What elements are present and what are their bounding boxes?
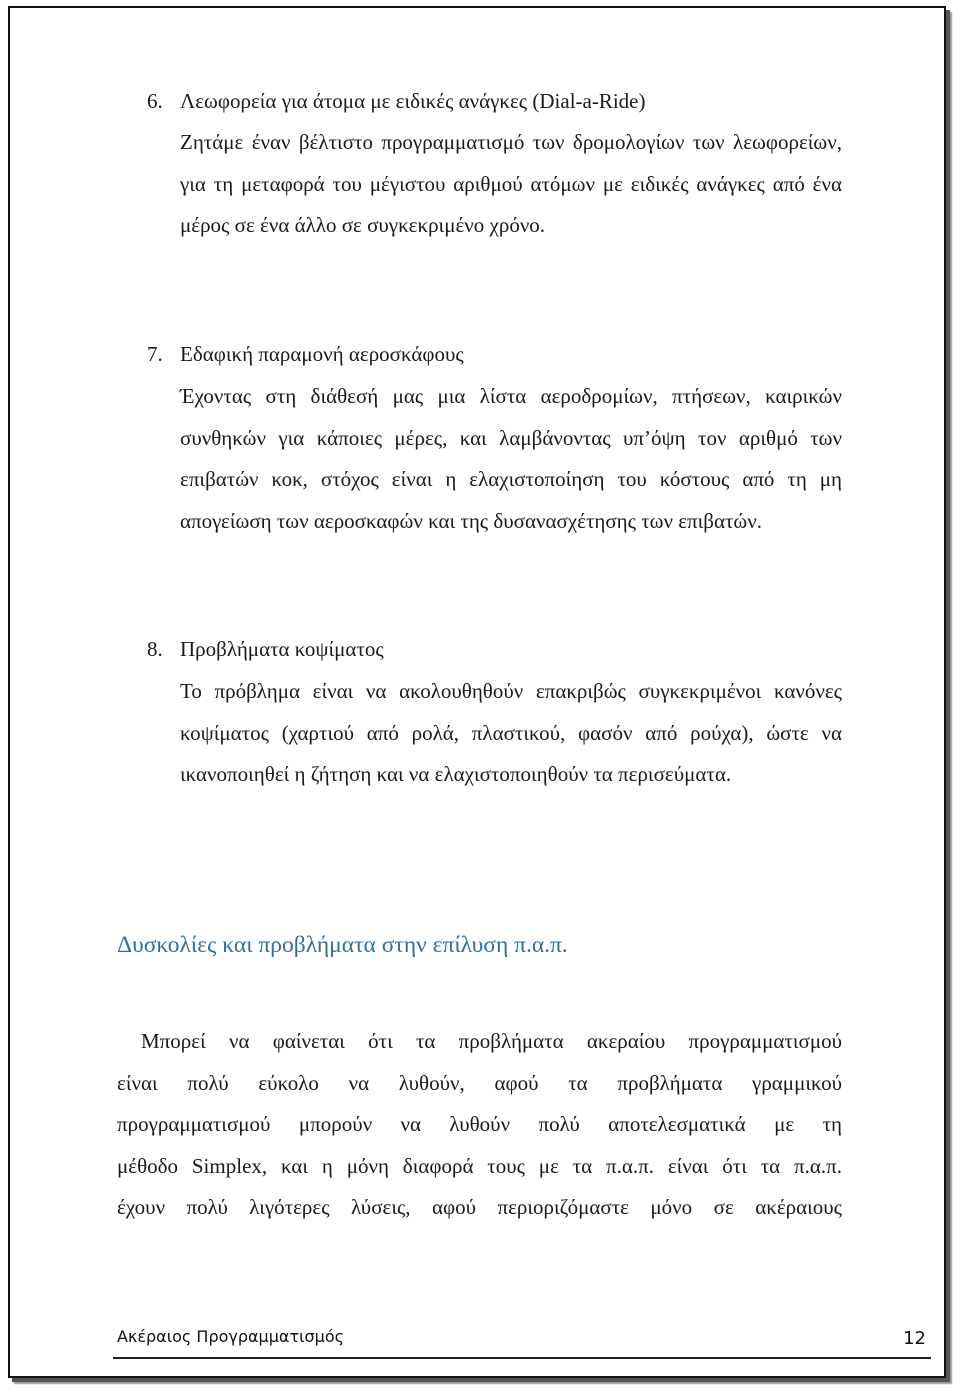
footer-title: Ακέραιος Προγραμματισμός [117, 1327, 345, 1346]
list-item-number: 7. [147, 342, 163, 366]
list-item-title [147, 88, 646, 114]
list-item-heading: Λεωφορεία για άτομα με ειδικές ανάγκες (Dial-a-Ride) [180, 89, 646, 113]
section-heading: Δυσκολίες και προβλήματα στην επίλυση π.α.π. [117, 932, 568, 958]
list-item-number: 6. [147, 89, 163, 113]
list-item-title [147, 341, 464, 367]
paragraph-line: Μπορεί να φαίνεται ότι τα προβλήματα ακεραίου προγραμματισμού [141, 1029, 842, 1053]
paragraph-line: προγραμματισμού μπορούν να λυθούν πολύ αποτελεσματικά με τη [117, 1112, 842, 1136]
list-item-heading: Προβλήματα κοψίματος [180, 637, 384, 661]
list-item-number: 8. [147, 637, 163, 661]
list-item-heading: Εδαφική παραμονή αεροσκάφους [180, 342, 464, 366]
paragraph-line: έχουν πολύ λιγότερες λύσεις, αφού περιοριζόμαστε μόνο σε ακέραιους [117, 1195, 842, 1219]
list-item-text: Έχοντας στη διάθεσή μας μια λίστα αεροδρομίων, πτήσεων, καιρικών συνθηκών για κάποιες μέρες, και λαμβάνοντας υπ’όψη τον αριθμό των επιβατών κοκ, στόχος είναι η ελαχιστοποίηση του κόστους από τη μη απογείωση των αεροσκαφών και της δυσανασχέτησης των επιβατών. [180, 384, 842, 533]
body-paragraph [117, 1021, 842, 1229]
paragraph-line: είναι πολύ εύκολο να λυθούν, αφού τα προβλήματα γραμμικού [117, 1070, 842, 1095]
list-item-text: Το πρόβλημα είναι να ακολουθηθούν επακριβώς συγκεκριμένοι κανόνες κοψίματος (χαρτιού από ρολά, πλαστικού, φασόν από ρούχα), ώστε να ικανοποιηθεί η ζήτηση και να ελαχιστοποιηθούν τα περισεύματα. [180, 679, 842, 787]
paragraph-line: μέθοδο Simplex, και η μόνη διαφορά τους με τα π.α.π. είναι ότι τα π.α.π. [117, 1153, 842, 1178]
list-item-text: Ζητάμε έναν βέλτιστο προγραμματισμό των δρομολογίων των λεωφορείων, για τη μεταφορά του μέγιστου αριθμού ατόμων με ειδικές ανάγκες από ένα μέρος σε ένα άλλο σε συγκεκριμένο χρόνο. [180, 130, 842, 238]
list-item-title [147, 636, 384, 662]
page-number: 12 [903, 1328, 926, 1349]
footer-divider [113, 1357, 931, 1359]
